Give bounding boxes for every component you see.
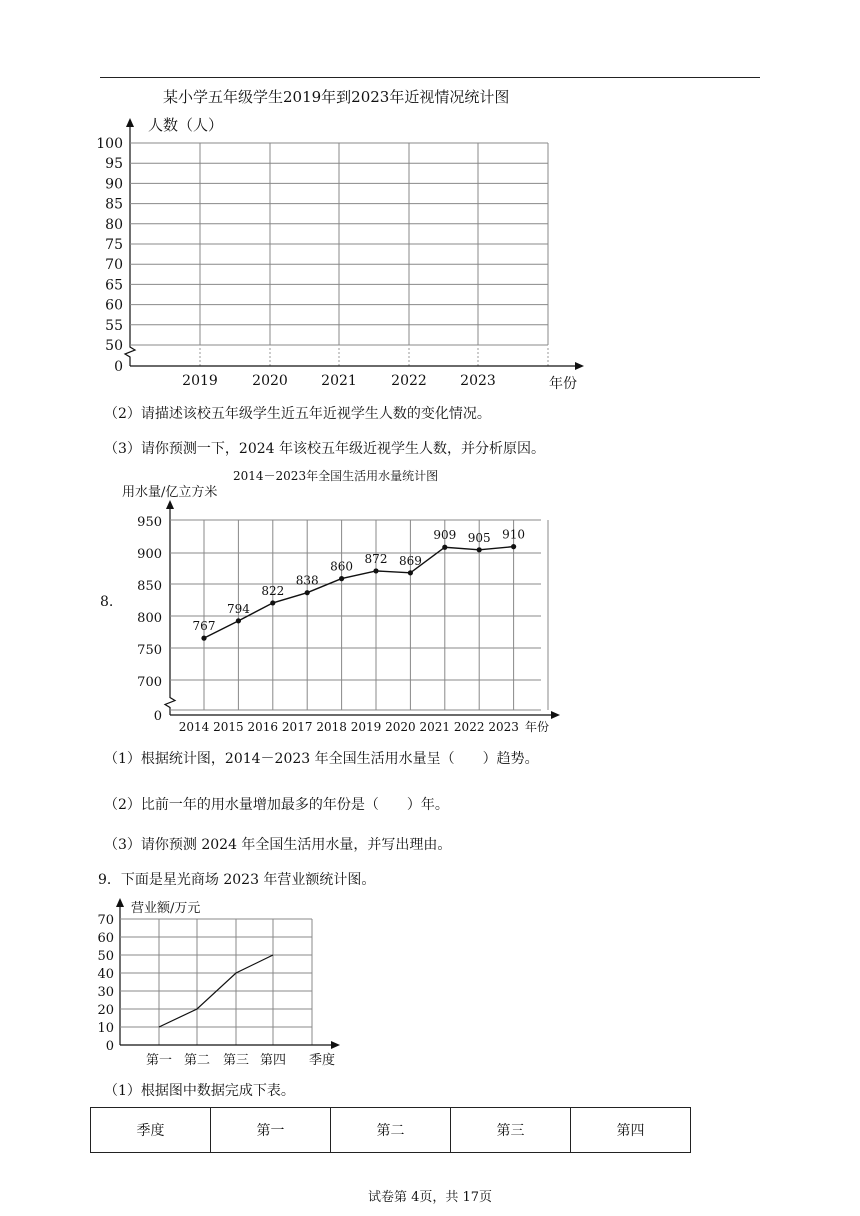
x-tick-label: 第四 [259,1053,287,1068]
table-cell: 第四 [571,1108,691,1153]
y-tick-label: 55 [105,317,123,334]
x-axis-label: 季度 [308,1053,336,1068]
x-tick-label: 2020 [385,720,416,734]
question-9-1: （1）根据图中数据完成下表。 [104,1083,295,1099]
y-tick-label: 65 [105,277,123,294]
x-tick-label: 第一 [145,1053,173,1068]
table-row [91,1108,691,1153]
y-tick-label: 40 [97,967,114,982]
data-label: 909 [433,528,457,543]
x-tick-label: 2019 [182,373,218,389]
data-label: 822 [261,583,285,598]
x-tick-label: 2015 [213,720,244,734]
quarter-table [90,1107,691,1153]
y-tick-label: 100 [96,136,123,152]
y-tick-label: 750 [137,643,162,658]
y-tick-label: 850 [137,579,162,594]
x-tick-label: 2017 [281,720,313,734]
y-tick-label: 10 [97,1021,114,1036]
x-tick-label: 第二 [183,1053,211,1068]
chart-title: 某小学五年级学生2019年到2023年近视情况统计图 [163,88,510,106]
y-tick-label: 950 [137,515,162,530]
data-label: 872 [364,551,388,566]
table-cell: 第一 [211,1108,331,1153]
x-tick-label: 2016 [247,720,279,734]
page-footer: 试卷第 4页，共 17页 [367,1190,493,1205]
question-7-3: （3）请你预测一下，2024 年该校五年级近视学生人数，并分析原因。 [104,441,545,457]
y-tick-label: 30 [97,985,114,1000]
x-tick-label: 2014 [178,720,210,734]
y-tick-label: 75 [105,237,123,253]
question-9-intro: 9．下面是星光商场 2023 年营业额统计图。 [98,872,376,888]
chart-title: 2014－2023年全国生活用水量统计图 [233,469,439,483]
data-label: 905 [467,530,491,545]
data-label: 910 [502,527,526,542]
y-tick-label: 20 [97,1003,114,1018]
x-tick-label: 2021 [321,373,357,389]
data-label: 838 [295,573,319,588]
x-tick-label: 2022 [391,373,427,389]
x-tick-label: 2023 [488,720,519,734]
y-tick-zero: 0 [114,359,123,375]
data-label: 767 [192,619,216,634]
y-tick-label: 800 [137,611,162,626]
data-label: 869 [398,553,422,568]
y-tick-label: 60 [105,297,123,314]
x-tick-label: 第三 [222,1053,250,1068]
x-axis-label: 年份 [549,376,577,392]
y-axis-label: 营业额/万元 [131,901,201,916]
y-tick-label: 0 [105,1039,114,1054]
question-8-3: （3）请你预测 2024 年全国生活用水量，并写出理由。 [104,837,452,853]
y-tick-label: 900 [137,547,162,562]
x-tick-label: 2022 [453,720,485,734]
y-tick-label: 60 [97,931,114,946]
y-tick-label: 70 [105,257,123,274]
y-tick-label: 70 [97,913,114,928]
y-tick-label: 85 [105,196,123,213]
question-8-2: （2）比前一年的用水量增加最多的年份是（ ）年。 [104,797,449,813]
y-tick-label: 95 [105,156,123,173]
y-tick-zero: 0 [153,709,162,724]
x-tick-label: 2019 [350,720,382,734]
y-tick-label: 90 [105,176,123,193]
y-tick-label: 80 [105,216,123,233]
data-label: 860 [330,559,354,574]
question-number: 8. [100,594,114,610]
y-tick-label: 50 [97,949,114,964]
y-axis-label: 人数（人） [148,116,224,134]
x-axis-arrow [331,1041,340,1049]
y-axis-label: 用水量/亿立方米 [122,485,218,500]
x-tick-label: 2021 [419,720,451,734]
table-cell: 季度 [91,1108,211,1153]
y-axis-arrow [116,898,124,907]
x-tick-label: 2018 [316,720,347,734]
x-axis-label: 年份 [524,720,550,734]
table-cell: 第二 [331,1108,451,1153]
y-tick-label: 50 [105,338,123,354]
data-label: 794 [226,601,250,616]
question-8-1: （1）根据统计图，2014－2023 年全国生活用水量呈（ ）趋势。 [104,751,539,767]
x-tick-label: 2020 [252,373,288,389]
y-tick-label: 700 [137,675,162,690]
question-7-2: （2）请描述该校五年级学生近五年近视学生人数的变化情况。 [104,406,491,422]
x-tick-label: 2023 [460,373,496,389]
table-cell: 第三 [451,1108,571,1153]
